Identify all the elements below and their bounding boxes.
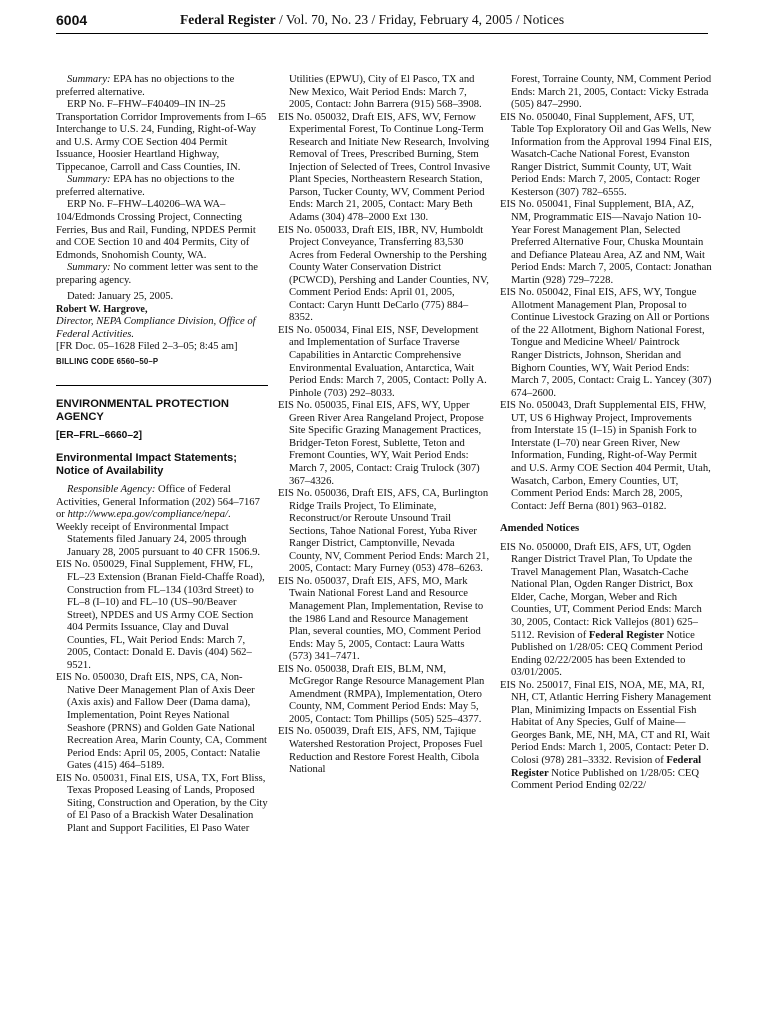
eis-entry: EIS No. 050042, Final EIS, AFS, WY, Tongue Allotment Management Plan, Proposal to Continue Livestock Grazing on All or Portions of the 22 Allotment, Bighorn National Forest, Tongue and Medicine Wheel/ Paintrock Ranger Districts, Johnson, Sheridan and Bighorn Counties, WY, Wait Period Ends: March 7, 2005, Contact: Craig L. Yancey (307) 674–2600. [500,287,712,399]
amended-end: Notice Published on 1/28/05: CEQ Comment Period Ending 02/22/ [511,767,700,792]
summary-paragraph [56,262,268,287]
notice-heading: Environmental Impact Statements; Notice of Availability [56,452,237,478]
amended-notices-heading: Amended Notices [500,523,580,535]
docket-number: [ER–FRL–6660–2] [56,429,143,441]
summary-text: No comment letter was sent to the preparing agency. [56,262,258,286]
amended-entry [500,680,712,793]
page-number: 6004 [56,12,88,28]
eis-entry: EIS No. 050036, Draft EIS, AFS, CA, Burlington Ridge Trails Project, To Eliminate, Reconstruct/or Reroute Unsound Trail Sections, Tahoe National Forest, Yuba River Ranger District, Camptonville, Nevada County, NV, Comment Period Ends: March 21, 2005, Contact: Mary Furney (053) 478–6263. [278,488,490,575]
responsible-agency [56,484,268,522]
erp-entry: ERP No. F–FHW–F40409–IN IN–25 Transportation Corridor Improvements from I–65 Interchange to U.S. 24, Funding, Right-of-Way and U.S. Army COE Section 404 Permit Issuance, Hoosier Heartland Highway, Tippecanoe, Carroll and Cass Counties, IN. [56,99,267,173]
column-2 [278,74,490,1019]
erp-entry: ERP No. F–FHW–L40206–WA WA–104/Edmonds Crossing Project, Connecting Ferries, Bus and Rail, Funding, NPDES Permit and COE Section 10 and 404 Permits, City of Edmonds, Snohomish County, WA. [56,199,256,261]
summary-text: EPA has no objections to the preferred alternative. [56,74,235,98]
summary-label: Summary: [67,74,111,85]
summary-paragraph [56,74,268,99]
eis-entry: EIS No. 050039, Draft EIS, AFS, NM, Tajique Watershed Restoration Project, Proposes Fuel Reduction and Restore Forest Health, Cibola National [278,726,483,776]
eis-entry: EIS No. 050043, Draft Supplemental EIS, FHW, UT, US 6 Highway Project, Improvements from Interstate 15 (I–15) in Spanish Fork to Interstate (I–70) near Green River, New Information, Funding, Right-of-Way Permit and U.S. Army COE Section 404 Permit, Utah, Wasatch, Carbon, Emery Counties, UT, Comment Period Ends: March 28, 2005, Contact: Jeff Berna (801) 963–0182. [500,400,711,512]
amended-text: EIS No. 250017, Final EIS, NOA, ME, MA, RI, NH, CT, Atlantic Herring Fishery Management Plan, Minimizing Impacts on Essential Fish Habitat of Any Species, Gulf of Maine—Georges Bank, ME, NH, MA, CT and RI, Wait Period Ends: March 1, 2005, Contact: Peter D. Colosi (978) 281–3332. Revision of [500,679,712,766]
eis-entry-continued: Utilities (EPWU), City of El Pasco, TX and New Mexico, Wait Period Ends: March 7, 2005, Contact: John Barrera (915) 568–3908. [289,74,482,111]
amended-text: EIS No. 050000, Draft EIS, AFS, UT, Ogden Ranger District Travel Plan, To Update the Travel Management Plan, Wasatch-Cache National Plan, Ogden Ranger District, Box Elder, Cache, Morgan, Weber and Rich Counties, UT, Comment Period Ends: March 30, 2005, Contact: Rick Vallejos (801) 625–5112. Revision of [500,541,702,641]
signer-title: Director, NEPA Compliance Division, Office of Federal Activities. [56,316,256,340]
eis-entry: EIS No. 050033, Draft EIS, IBR, NV, Humboldt Project Conveyance, Transferring 83,530 Acres from Federal Ownership to the Pershing County Water Conservation District (PCWCD), Pershing and Lander Counties, NV, Comment Period Ends: April 01, 2005, Contact: Caryn Huntt DeCarlo (775) 884–8352. [278,224,489,324]
amended-entry [500,542,712,680]
summary-label: Summary: [67,262,111,274]
epa-link[interactable]: http://www.epa.gov/compliance/nepa/ [67,509,228,521]
column-1 [56,74,268,1019]
eis-entry: EIS No. 050031, Final EIS, USA, TX, Fort Bliss, Texas Proposed Leasing of Lands, Proposed Siting, Construction and Operation, by the City of El Paso of a Brackish Water Desalination Plant and Support Facilities, El Paso Water [56,772,268,834]
section-divider [56,385,268,386]
eis-entry: EIS No. 050041, Final Supplement, BIA, AZ, NM, Programmatic EIS—Navajo Nation 10-Year Forest Management Plan, Selected Preferred Alternative Four, Chuska Mountain and Defiance Plateau Area, AZ and NM, Wait Period Ends: March 7, 2005, Contact: Jonathan Martin (928) 729–7228. [500,199,712,286]
eis-entry: EIS No. 050040, Final Supplement, AFS, UT, Table Top Exploratory Oil and Gas Wells, New Information from the Approval 1994 Final EIS, Wasatch-Cache National Forest, Evanston Ranger District, Summit County, UT, Wait Period Ends: March 7, 2005, Contact: Roger Kesterson (307) 782–6555. [500,111,712,198]
fr-doc-line: [FR Doc. 05–1628 Filed 2–3–05; 8:45 am] [56,341,238,353]
header-rule [56,33,708,34]
eis-entry: EIS No. 050038, Draft EIS, BLM, NM, McGregor Range Resource Management Plan Amendment (RMPA), Implementation, Otero County, NM, Comment Period Ends: May 5, 2005, Contact: Tom Phillips (505) 525–4377. [278,663,485,725]
publication-name: Federal Register [180,12,276,27]
dated-line: Dated: January 25, 2005. [67,291,174,303]
responsible-label: Responsible Agency: [67,484,156,496]
eis-entry: EIS No. 050030, Draft EIS, NPS, CA, Non-Native Deer Management Plan of Axis Deer (Axis axis) and Fallow Deer (Dama dama), Implementation, Point Reyes National Seashore (PRNS) and Golden Gate National Recreation Area, Marin County, CA, Comment Period Ends: April 05, 2005, Contact: Natalie Gates (415) 464–5189. [56,672,267,772]
running-header [180,12,728,28]
summary-paragraph [56,174,268,199]
amended-end: Notice Published on 1/28/05: CEQ Comment Period Ending 02/22/2005 has been Extended to 03/01/2005. [511,629,703,679]
eis-entry: EIS No. 050037, Draft EIS, AFS, MO, Mark Twain National Forest Land and Resource Management Plan, Implementation, Revise to the 1986 Land and Resource Management Plan, several counties, MO, Comment Period Ends: May 5, 2005, Contact: Laura Watts (573) 341–7471. [278,575,484,663]
federal-register-ref: Federal Register [511,754,702,779]
summary-label: Summary: [67,174,111,186]
responsible-text: Office of Federal Activities, General Information (202) 564–7167 or [56,484,260,521]
issue-info: / Vol. 70, No. 23 / Friday, February 4, 2005 / Notices [275,12,565,27]
eis-entry: EIS No. 050034, Final EIS, NSF, Development and Implementation of Surface Traverse Capabilities in Antarctic Comprehensive Environmental Evaluation, Antarctica, Wait Period Ends: March 7, 2005, Contact: Polly A. Pinhole (703) 292–8033. [278,324,487,399]
eis-entry: EIS No. 050035, Final EIS, AFS, WY, Upper Green River Area Rangeland Project, Propose Site Specific Grazing Management Practices, Bridger-Teton Forest, Sublette, Teton and Fremont Counties, WY, Wait Period Ends: March 7, 2005, Contact: Craig Trulock (307) 367–4326. [278,400,484,487]
eis-entry: EIS No. 050032, Draft EIS, AFS, WV, Fernow Experimental Forest, To Continue Long-Term Research and Initiate New Research, Involving Removal of Trees, Prescribed Burning, Stem Injection of Selected of Trees, Control Invasive Plant Species, Northeastern Research Station, Parson, Tucker County, WV, Comment Period Ends: March 21, 2005, Contact: Mary Beth Adams (304) 478–2000 Ext 130. [278,111,490,224]
responsible-end: . [227,509,231,521]
eis-entry: EIS No. 050029, Final Supplement, FHW, FL, FL–23 Extension (Branan Field-Chaffe Road), Construction from FL–134 (103rd Street) to FL–8 (I–10) and FL–10 (US–90/Beaver Street), NPDES and US Army COE Section 404 Permits Issuance, Clay and Duval Counties, FL, Wait Period Ends: March 7, 2005, Contact: Donald E. Davis (404) 562–9521. [56,559,265,671]
billing-code: BILLING CODE 6560–50–P [56,357,159,367]
signer-name: Robert W. Hargrove, [56,303,148,315]
eis-entry-continued: Forest, Torraine County, NM, Comment Period Ends: March 21, 2005, Contact: Vicky Estrada (505) 847–2990. [511,74,712,111]
agency-name: ENVIRONMENTAL PROTECTION AGENCY [56,397,229,423]
weekly-receipt: Weekly receipt of Environmental Impact Statements filed January 24, 2005 through January 28, 2005 pursuant to 40 CFR 1506.9. [56,521,261,558]
summary-text: EPA has no objections to the preferred alternative. [56,174,235,198]
federal-register-ref: Federal Register [588,629,664,641]
column-3 [500,74,712,1019]
